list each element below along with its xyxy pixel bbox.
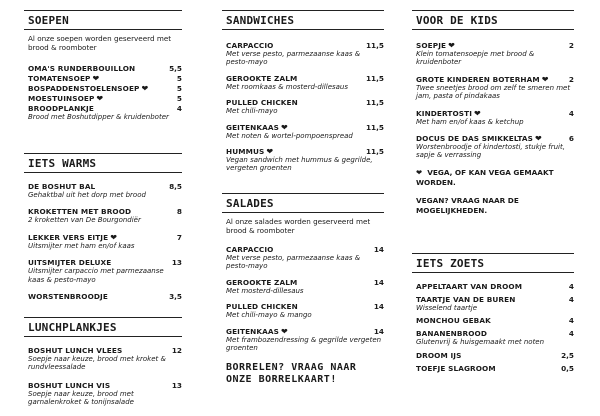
menu-item-name-wrap — [28, 74, 99, 83]
menu-item-name-wrap — [28, 381, 110, 390]
menu-item-name: APPELTAART VAN DROOM — [416, 282, 523, 291]
menu-item-name-wrap — [416, 351, 461, 360]
menu-item — [28, 346, 182, 372]
menu-item-row — [226, 98, 384, 107]
menu-item-row — [416, 282, 574, 291]
menu-item-name-wrap — [416, 41, 455, 50]
borrelkaart-promo: BORRELEN? VRAAG NAAR ONZE BORRELKAART! — [226, 362, 357, 386]
menu-item-price: 6 — [568, 134, 574, 144]
menu-item — [226, 327, 384, 353]
menu-item-name-wrap — [416, 295, 515, 304]
menu-item-name: PULLED CHICKEN — [226, 302, 298, 312]
menu-item-name-wrap — [28, 84, 148, 93]
menu-item-name: PULLED CHICKEN — [226, 98, 298, 108]
menu-item-name-wrap — [28, 94, 103, 103]
menu-item-name: DOCUS DE DAS SMIKKELTAS — [416, 134, 533, 144]
soepen-intro: Al onze soepen worden geserveerd met brood & roomboter — [28, 34, 172, 52]
menu-item-name: GEITENKAAS — [226, 326, 279, 336]
menu-item-name: TAARTJE VAN DE BUREN — [416, 295, 516, 304]
menu-item — [226, 278, 384, 295]
menu-item-price: 2 — [568, 74, 574, 84]
menu-item-price: 2,5 — [561, 350, 574, 360]
menu-item-description: Met verse pesto, parmezaanse kaas & pesto-mayo — [226, 254, 361, 271]
menu-item-row — [28, 104, 182, 113]
menu-item — [416, 364, 574, 373]
menu-item-name: GEROOKTE ZALM — [226, 73, 298, 83]
menu-item-name: BOSHUT LUNCH VIS — [28, 380, 111, 390]
menu-item-row — [226, 327, 384, 336]
sandwiches-list — [226, 41, 384, 173]
menu-item-name-wrap — [226, 327, 288, 336]
menu-item-description: Met mosterd-dillesaus — [226, 286, 304, 295]
menu-item-row — [416, 295, 574, 304]
menu-item-name: OMA'S RUNDERBOUILLON — [28, 64, 136, 73]
menu-item-row — [28, 292, 182, 301]
menu-item-description: Twee sneetjes brood om zelf te smeren met jam, pasta of pindakaas — [416, 83, 571, 101]
menu-item-name: WORSTENBROODJE — [28, 292, 108, 302]
heart-icon: ❤ — [535, 134, 542, 144]
soepen-list — [28, 64, 182, 121]
section-title-lunchplankjes: LUNCHPLANKJES — [28, 321, 117, 334]
menu-item-row — [28, 94, 182, 103]
menu-item-price: 5 — [176, 94, 182, 103]
menu-item-name-wrap — [226, 74, 297, 83]
menu-item-name: GEROOKTE ZALM — [226, 277, 298, 287]
menu-item-price: 4 — [568, 295, 574, 304]
menu-item — [226, 123, 384, 140]
menu-item-name-wrap — [416, 75, 549, 84]
section-title-voor-de-kids: VOOR DE KIDS — [416, 14, 498, 27]
heart-icon: ❤ — [141, 84, 149, 93]
menu-item-description: Glutenvrij & huisgemaakt met noten — [416, 338, 545, 347]
menu-item-price: 11,5 — [365, 73, 384, 83]
menu-item — [416, 316, 574, 325]
heart-icon: ❤ — [110, 232, 118, 242]
menu-item-row — [416, 134, 574, 143]
menu-item-row — [226, 302, 384, 311]
menu-item — [28, 207, 182, 224]
menu-item-name-wrap — [416, 316, 491, 325]
vegan-note: VEGAN? VRAAG NAAR DE MOGELIJKHEDEN. — [416, 195, 519, 216]
menu-item-price: 8 — [176, 207, 182, 217]
vega-legend — [416, 168, 574, 189]
menu-item — [28, 104, 182, 121]
menu-item-row — [28, 381, 182, 390]
menu-item-name: GROTE KINDEREN BOTERHAM — [416, 74, 540, 84]
menu-item-row — [28, 182, 182, 191]
menu-item — [28, 381, 182, 407]
menu-item-price: 4 — [568, 108, 574, 118]
menu-item-description: Met chili-mayo — [226, 107, 278, 116]
menu-item-name-wrap — [416, 282, 522, 291]
menu-item-price: 3,5 — [169, 292, 182, 302]
menu-item-row — [416, 75, 574, 84]
section-title-salades: SALADES — [226, 197, 274, 210]
menu-item-description: Met noten & wortel-pompoenspread — [226, 131, 353, 140]
menu-item-name: TOEFJE SLAGROOM — [416, 363, 496, 373]
menu-item-name-wrap — [226, 245, 273, 254]
menu-item-name: CARPACCIO — [226, 245, 274, 254]
menu-item-name-wrap — [28, 292, 108, 301]
section-iets-warms — [24, 153, 182, 309]
menu-item-name: UITSMIJTER DELUXE — [28, 258, 112, 268]
menu-item-row — [416, 329, 574, 338]
menu-item-description: Met frambozendressing & gegrilde vergeten groenten — [226, 335, 382, 353]
menu-item-description: Klein tomatensoepje met brood & kruidenboter — [416, 50, 535, 67]
menu-item-price: 8,5 — [169, 182, 182, 191]
menu-item-price: 14 — [373, 277, 384, 287]
menu-item-description: Met chili-mayo & mango — [226, 311, 312, 320]
section-title-iets-warms: IETS WARMS — [28, 157, 97, 170]
menu-item — [28, 292, 182, 301]
menu-item-name-wrap — [28, 64, 135, 73]
heart-icon: ❤ — [448, 41, 455, 50]
menu-item-name: DROOM IJS — [416, 350, 462, 360]
menu-item — [226, 245, 384, 271]
menu-item-price: 11,5 — [365, 41, 384, 50]
menu-item-row — [28, 258, 182, 267]
menu-item-name: DE BOSHUT BAL — [28, 182, 96, 191]
menu-item — [226, 74, 384, 91]
menu-item-price: 12 — [171, 346, 182, 355]
menu-item-row — [28, 74, 182, 83]
menu-item-row — [28, 64, 182, 73]
section-voor-de-kids — [412, 10, 574, 224]
menu-item-description: Met verse pesto, parmezaanse kaas & pesto-mayo — [226, 50, 361, 67]
menu-item — [28, 258, 182, 284]
menu-item-name-wrap — [416, 134, 542, 143]
menu-item — [416, 351, 574, 360]
menu-item — [28, 64, 182, 73]
menu-item-price: 14 — [373, 245, 384, 254]
menu-item — [226, 98, 384, 115]
menu-item-name-wrap — [226, 123, 288, 132]
section-title-iets-zoets: IETS ZOETS — [416, 257, 485, 270]
menu-item-price: 5 — [176, 74, 182, 83]
heart-icon: ❤ — [266, 147, 274, 157]
menu-item — [226, 147, 384, 173]
menu-item-description: Uitsmijter met ham en/of kaas — [28, 241, 135, 250]
menu-item-description: Wisselend taartje — [416, 304, 478, 312]
salades-intro: Al onze salades worden geserveerd met brood & roomboter — [226, 217, 371, 235]
menu-item-row — [28, 233, 182, 242]
heart-icon: ❤ — [416, 167, 423, 177]
menu-item-row — [416, 41, 574, 50]
section-iets-zoets — [412, 253, 574, 377]
menu-item-name-wrap — [28, 258, 111, 267]
section-sandwiches — [222, 10, 384, 180]
menu-item-description: Worstenbroodje of kindertosti, stukje fruit, sapje & verrassing — [416, 143, 565, 160]
menu-item-row — [416, 316, 574, 325]
section-divider — [24, 29, 182, 30]
menu-item — [416, 295, 574, 312]
menu-item — [28, 182, 182, 199]
menu-item-name: SOEPJE — [416, 41, 447, 50]
zoets-list — [416, 282, 574, 373]
menu-item — [28, 74, 182, 83]
menu-item — [28, 84, 182, 93]
menu-item-row — [28, 207, 182, 216]
menu-item-name: LEKKER VERS EITJE — [28, 232, 109, 242]
menu-item-name: GEITENKAAS — [226, 122, 279, 132]
menu-item-row — [226, 245, 384, 254]
menu-item-price: 0,5 — [561, 363, 574, 373]
menu-item-row — [416, 364, 574, 373]
menu-item — [416, 109, 574, 126]
menu-item-price: 14 — [373, 302, 384, 312]
menu-item-name: TOMATENSOEP — [28, 74, 91, 83]
menu-item-name: BANANENBROOD — [416, 329, 488, 339]
menu-item-name: HUMMUS — [226, 147, 265, 157]
menu-item-price: 4 — [568, 329, 574, 339]
vega-legend-text: VEGA, OF KAN VEGA GEMAAKT WORDEN. — [416, 167, 554, 188]
menu-item-description: Met ham en/of kaas & ketchup — [416, 117, 524, 126]
heart-icon: ❤ — [541, 74, 549, 84]
menu-item — [226, 41, 384, 67]
menu-item-name-wrap — [416, 329, 487, 338]
heart-icon: ❤ — [280, 122, 288, 132]
menu-item-price: 4 — [568, 316, 574, 326]
menu-item-name-wrap — [28, 182, 95, 191]
menu-item-name-wrap — [226, 98, 298, 107]
menu-item-name-wrap — [416, 364, 496, 373]
menu-item-name: BOSHUT LUNCH VLEES — [28, 346, 123, 355]
section-divider — [222, 212, 384, 213]
menu-item-name-wrap — [226, 147, 273, 156]
menu-item-name-wrap — [28, 104, 94, 113]
menu-item-name: MOESTUINSOEP — [28, 94, 95, 103]
menu-item-description: Soepje naar keuze, brood met garnalenkroket & tonijnsalade — [28, 389, 134, 407]
menu-item-price: 2 — [568, 41, 574, 50]
menu-item-price: 13 — [171, 380, 182, 390]
menu-item-row — [416, 109, 574, 118]
menu-item — [416, 282, 574, 291]
menu-item-name: KINDERTOSTI — [416, 108, 473, 118]
section-salades — [222, 193, 384, 386]
menu-item — [28, 94, 182, 103]
heart-icon: ❤ — [92, 74, 100, 83]
menu-item-name-wrap — [28, 233, 117, 242]
menu-item-description: Brood met Boshutdipper & kruidenboter — [28, 113, 169, 121]
menu-item-description: Uitsmijter carpaccio met parmezaanse kaas & pesto-mayo — [28, 267, 164, 284]
kids-list — [416, 41, 574, 160]
menu-item-name-wrap — [226, 41, 273, 50]
menu-item-description: 2 kroketten van De Bourgondiër — [28, 216, 141, 225]
menu-item — [416, 75, 574, 101]
menu-item-price: 11,5 — [365, 98, 384, 108]
menu-item-name-wrap — [226, 302, 298, 311]
menu-item-price: 14 — [373, 326, 384, 336]
menu-item — [416, 134, 574, 160]
salades-list — [226, 245, 384, 352]
menu-item-price: 11,5 — [365, 147, 384, 157]
section-soepen — [24, 10, 182, 122]
menu-item-price: 4 — [176, 104, 182, 113]
menu-item-row — [28, 346, 182, 355]
menu-item-name-wrap — [28, 346, 122, 355]
menu-item-name: CARPACCIO — [226, 41, 274, 50]
menu-item-name-wrap — [226, 278, 297, 287]
menu-item-name: KROKETTEN MET BROOD — [28, 207, 132, 217]
menu-item — [226, 302, 384, 319]
menu-item-name-wrap — [28, 207, 131, 216]
heart-icon: ❤ — [96, 94, 104, 103]
menu-item-price: 13 — [171, 258, 182, 268]
menu-item-name-wrap — [416, 109, 481, 118]
section-title-sandwiches: SANDWICHES — [226, 14, 295, 27]
section-title-soepen: SOEPEN — [28, 14, 69, 27]
menu-item-description: Soepje naar keuze, brood met kroket & rundvleessalade — [28, 355, 166, 372]
menu-item-price: 5 — [176, 84, 182, 93]
menu-item-description: Met roomkaas & mosterd-dillesaus — [226, 82, 349, 91]
menu-item-row — [226, 74, 384, 83]
menu-item-price: 5,5 — [169, 64, 182, 73]
menu-item — [28, 233, 182, 250]
menu-item-price: 7 — [176, 232, 182, 242]
menu-item-row — [226, 147, 384, 156]
menu-item-row — [416, 351, 574, 360]
menu-item-row — [226, 41, 384, 50]
menu-item-description: Gehaktbal uit het dorp met brood — [28, 191, 146, 199]
iets-warms-list — [28, 182, 182, 301]
menu-item-description: Vegan sandwich met hummus & gegrilde, vergeten groenten — [226, 156, 373, 173]
menu-item-row — [226, 123, 384, 132]
menu-item-row — [226, 278, 384, 287]
menu-item-name: BROODPLANKJE — [28, 104, 94, 113]
menu-item — [416, 41, 574, 67]
section-lunchplankjes — [24, 317, 182, 416]
menu-item-price: 4 — [568, 282, 574, 291]
menu-item-row — [28, 84, 182, 93]
lunchplankjes-list — [28, 346, 182, 407]
menu-item-name: BOSPADDENSTOELENSOEP — [28, 84, 140, 93]
heart-icon: ❤ — [474, 108, 481, 118]
menu-item — [416, 329, 574, 346]
menu-item-price: 11,5 — [365, 122, 384, 132]
menu-item-name: MONCHOU GEBAK — [416, 316, 491, 326]
heart-icon: ❤ — [280, 326, 288, 336]
